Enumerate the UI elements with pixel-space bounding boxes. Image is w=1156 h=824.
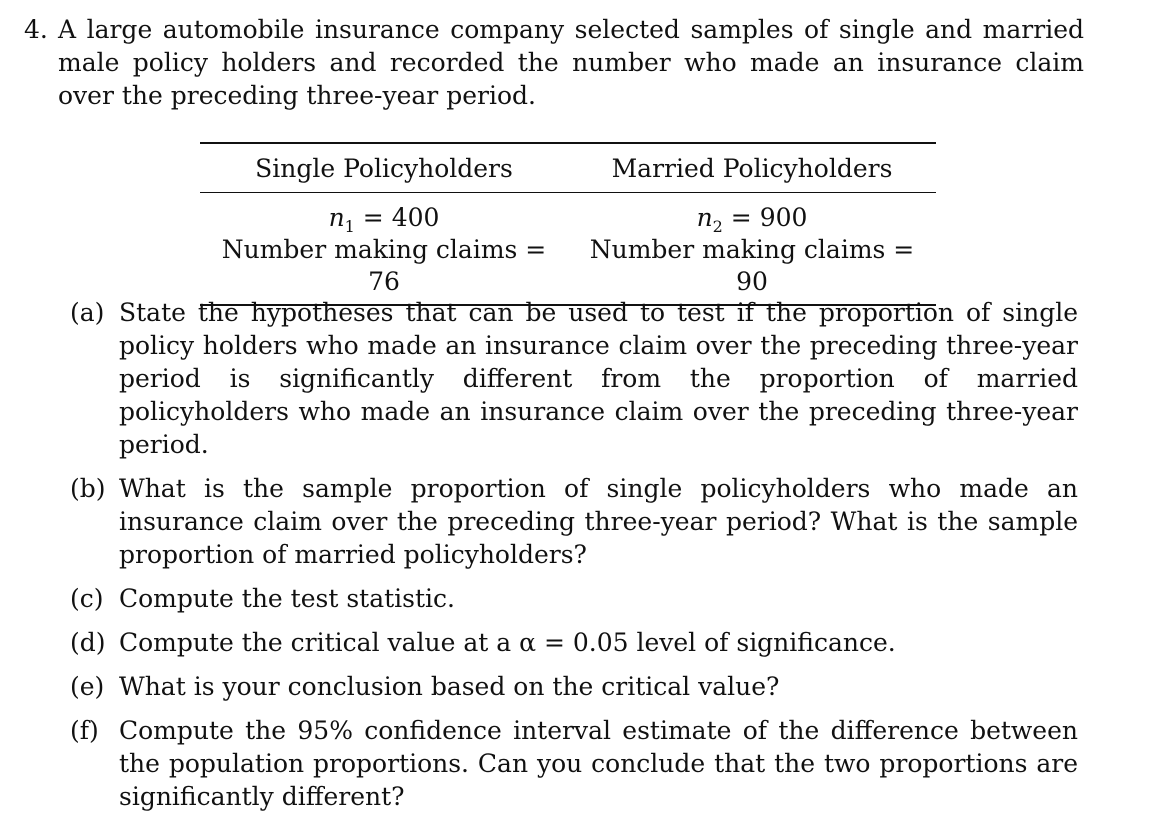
part-label: (b): [70, 474, 106, 503]
cell-n1: $n_1 = 400$: [328, 203, 440, 236]
cell-claims-married: Number making claims = 90: [589, 235, 915, 296]
part-text: Compute the test statistic.: [119, 584, 455, 613]
part-d: [70, 626, 1078, 659]
part-text: Compute the 95% confidence interval estimate of the difference between the population proportions. Can you conclude that the two proportions are significantly different?: [119, 716, 1078, 811]
table-header-row: [200, 143, 936, 193]
cell-claims-single: Number making claims = 76: [221, 235, 547, 296]
part-text: State the hypotheses that can be used to test if the proportion of single policy holders who made an insurance claim over the preceding three-year period is significantly different from the proportion of married policyholders who made an insurance claim over the preceding three-year period.: [119, 298, 1078, 459]
part-f: [70, 714, 1078, 813]
part-label: (f): [70, 716, 99, 745]
part-text: Compute the critical value at a α = 0.05 level of significance.: [119, 628, 896, 657]
part-a: [70, 296, 1078, 461]
part-e: [70, 670, 1078, 703]
part-text: What is your conclusion based on the critical value?: [119, 672, 780, 701]
part-label: (d): [70, 628, 106, 657]
part-c: [70, 582, 1078, 615]
table-row-claims: [200, 234, 936, 305]
cell-n2: $n_2 = 900$: [696, 203, 808, 236]
header-single: Single Policyholders: [200, 143, 568, 193]
part-label: (a): [70, 298, 105, 327]
problem-statement: [24, 13, 1084, 112]
table-row-sample-size: [200, 193, 936, 235]
part-text: What is the sample proportion of single policyholders who made an insurance claim over the preceding three-year period? What is the sample proportion of married policyholders?: [119, 474, 1078, 569]
data-table: [200, 142, 936, 306]
question-parts: [70, 296, 1078, 824]
problem-number: 4.: [24, 15, 48, 44]
problem-text: A large automobile insurance company selected samples of single and married male policy holders and recorded the number who made an insurance claim over the preceding three-year period.: [58, 15, 1084, 110]
header-married: Married Policyholders: [568, 143, 936, 193]
part-label: (c): [70, 584, 104, 613]
part-b: [70, 472, 1078, 571]
part-label: (e): [70, 672, 105, 701]
